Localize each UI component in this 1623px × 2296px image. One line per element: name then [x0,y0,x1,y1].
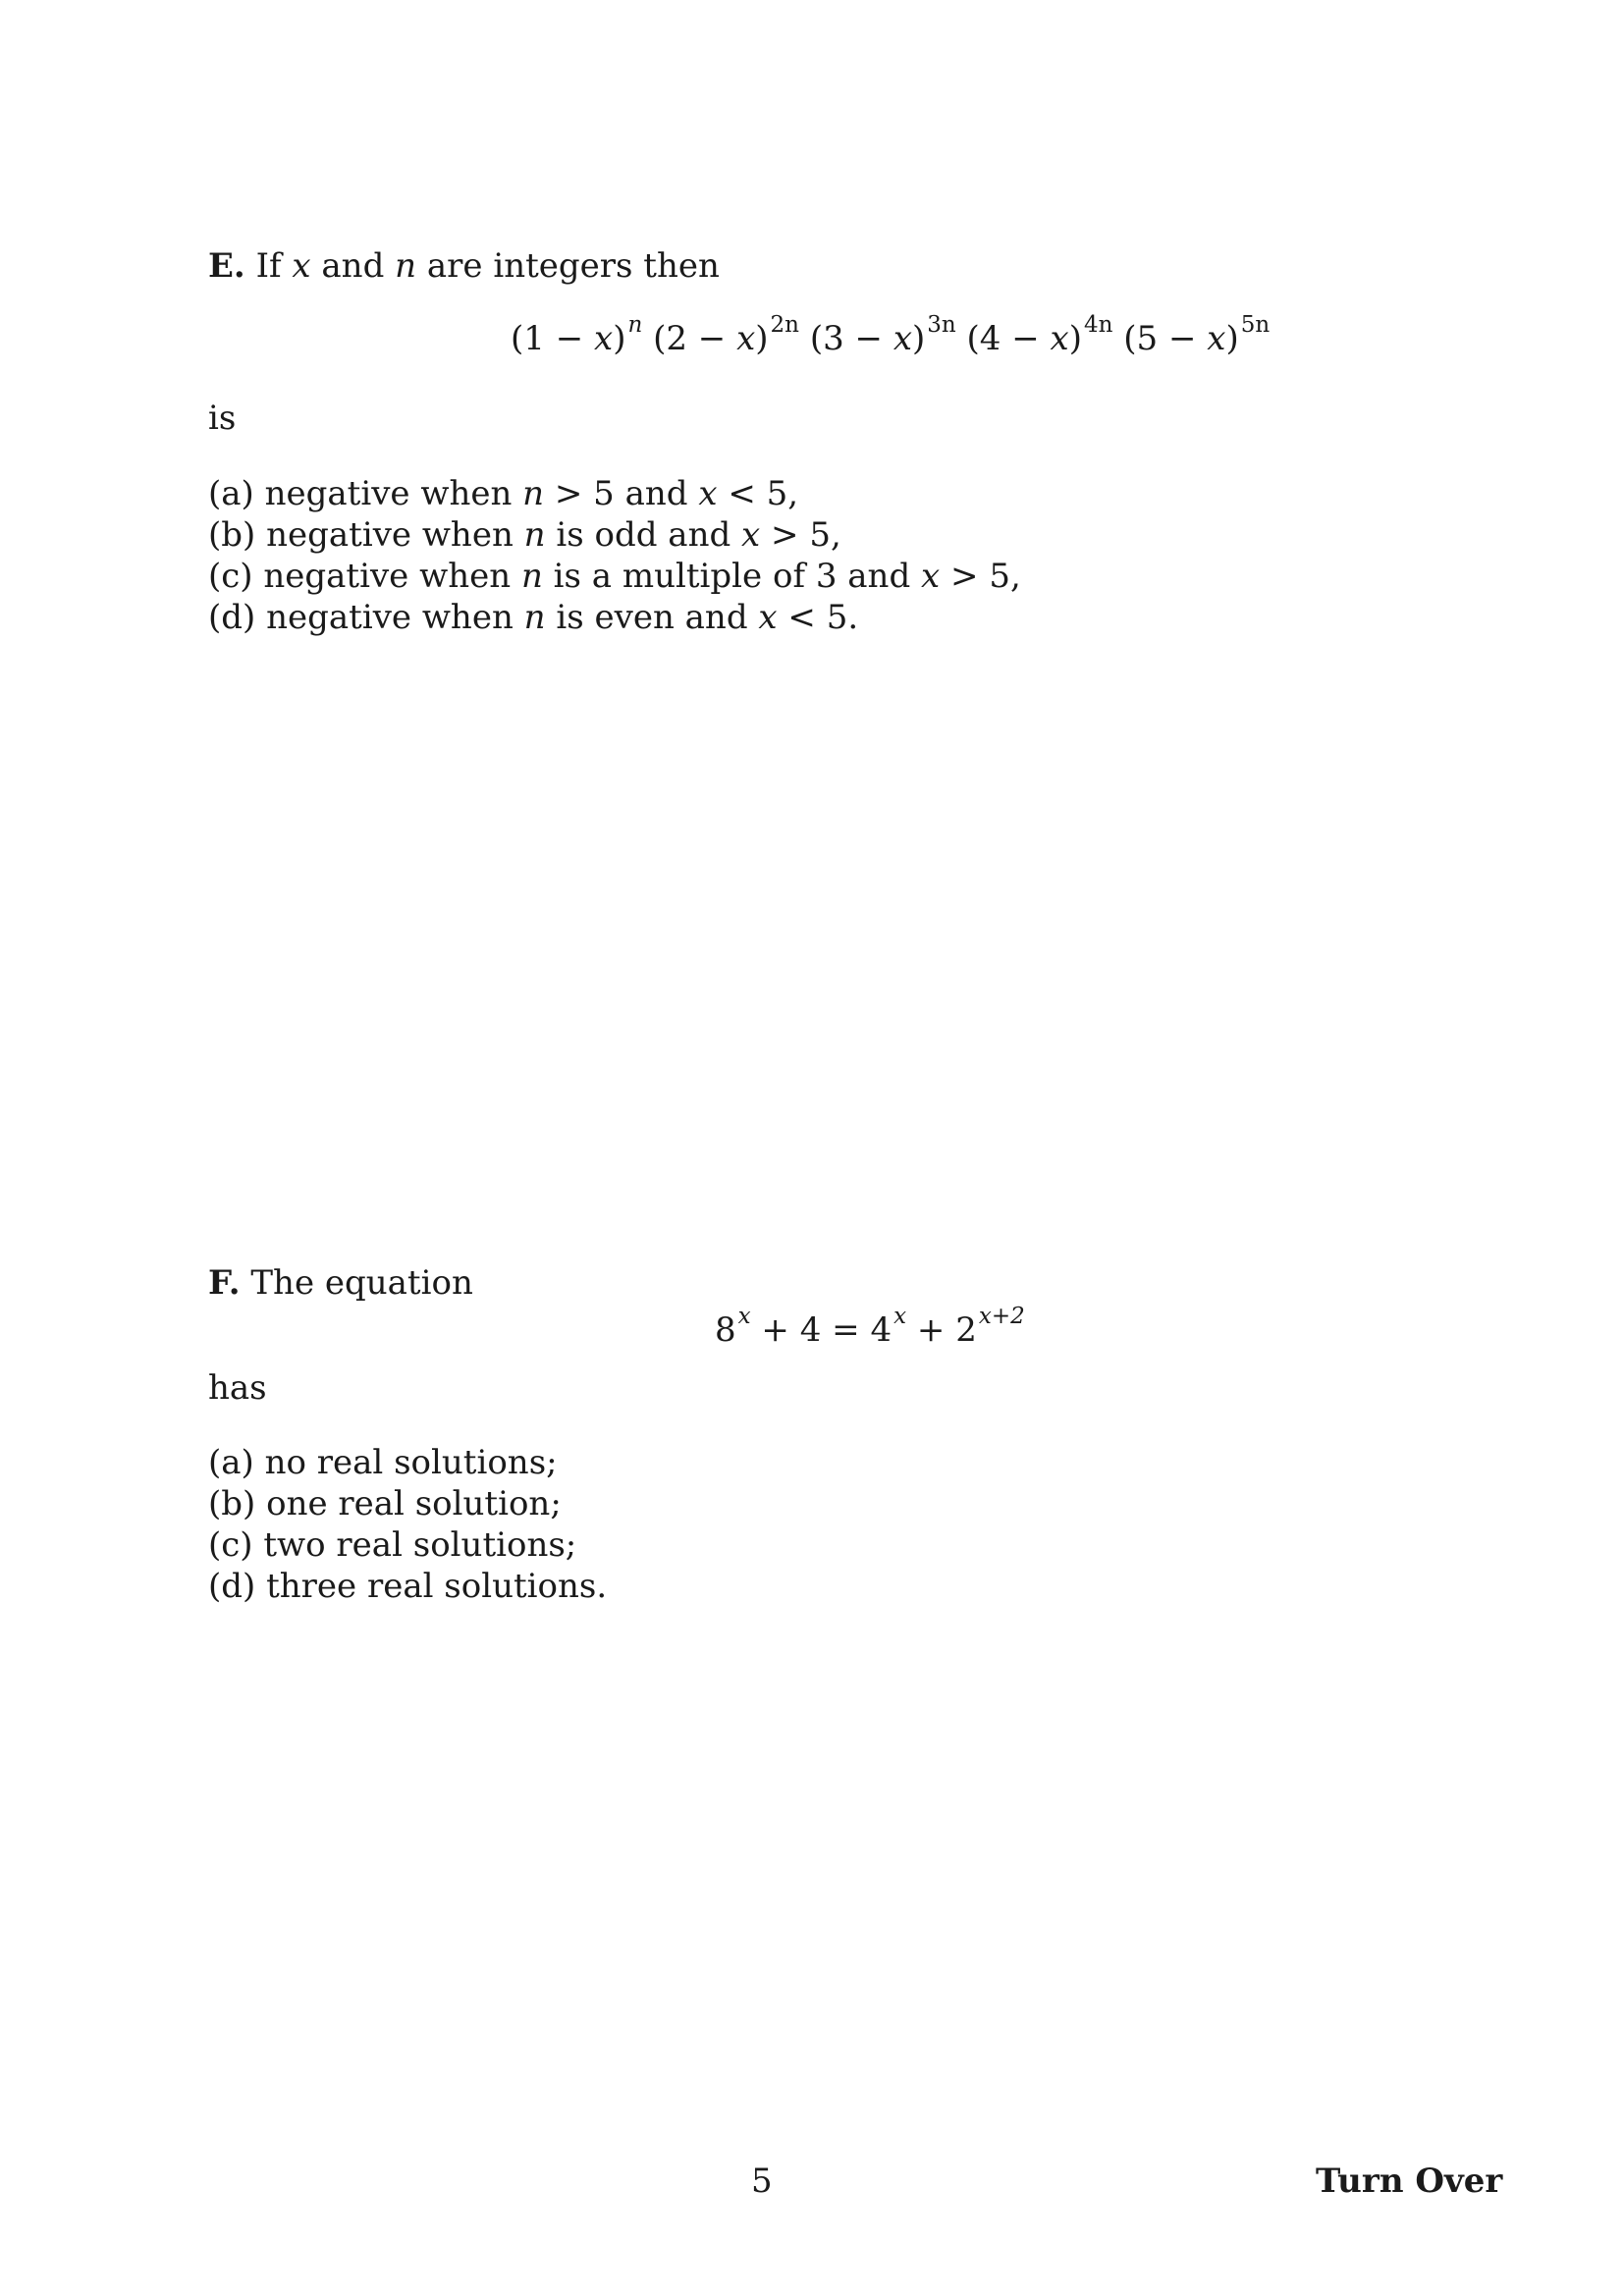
option-var: x [758,598,778,637]
factor-4-open: (4 − [966,319,1051,358]
factor-2-close: ) [755,319,769,358]
option-var: x [698,474,718,513]
option-text: > 5, [760,515,841,555]
option-e-d [208,597,1021,638]
option-e-a [208,473,1021,514]
factor-3-var: x [893,319,912,358]
page-number: 5 [751,2162,773,2201]
option-f-a: (a) no real solutions; [208,1443,558,1482]
term-2-base: 4 [870,1310,893,1350]
factor-3-close: ) [912,319,926,358]
factor-5-open: (5 − [1123,319,1208,358]
question-e-intro-tail: are integers then [426,246,720,286]
option-text: < 5. [777,598,859,637]
option-text: > 5 and [544,474,699,513]
factor-3-exponent: 3n [927,312,956,338]
factor-3-open: (3 − [809,319,893,358]
question-f-intro-text: The equation [250,1263,473,1303]
factor-1-exponent: n [627,312,643,338]
option-text: is a multiple of 3 and [542,557,922,596]
factor-5-exponent: 5n [1240,312,1271,338]
question-f-after-word: has [208,1368,267,1408]
option-var: n [520,557,543,596]
term-2-exponent: x [893,1304,907,1329]
option-e-c [208,556,1021,597]
factor-5-var: x [1207,319,1226,358]
option-f-b: (b) one real solution; [208,1484,562,1523]
term-1-exponent: x [737,1304,751,1329]
question-e-after-word: is [208,399,237,438]
factor-4-close: ) [1068,319,1082,358]
option-var: x [741,515,761,555]
equation-plus: + [906,1310,956,1350]
question-e-intro-word: If [255,246,282,286]
factor-4-exponent: 4n [1083,312,1113,338]
option-text: (c) negative when [208,557,521,596]
question-f-label: F. [208,1263,241,1303]
question-e-expression [511,312,1271,358]
question-f-equation [715,1304,1025,1350]
factor-2-var: x [736,319,756,358]
factor-1-open: (1 − [511,319,594,358]
term-3-exponent: x+2 [978,1304,1025,1329]
option-var: n [522,474,545,513]
option-text: > 5, [940,557,1021,596]
option-text: < 5, [717,474,799,513]
option-e-b [208,514,1021,556]
term-3-base: 2 [955,1310,977,1350]
option-var: x [921,557,941,596]
factor-2-exponent: 2n [770,312,799,338]
factor-1-var: x [594,319,614,358]
option-var: n [523,598,546,637]
option-f-d: (d) three real solutions. [208,1567,608,1606]
option-text: (b) negative when [208,515,524,555]
and-word: and [321,246,385,286]
variable-x: x [292,246,311,286]
option-f-c: (c) two real solutions; [208,1525,577,1565]
question-f-options [208,1442,607,1607]
question-e-label: E. [208,246,245,286]
option-text: (d) negative when [208,598,524,637]
question-e-intro [208,245,720,287]
factor-5-close: ) [1225,319,1239,358]
question-f-intro [208,1262,473,1304]
option-text: is even and [545,598,759,637]
question-e-options [208,473,1021,638]
option-text: (a) negative when [208,474,523,513]
option-text: is odd and [545,515,742,555]
factor-4-var: x [1050,319,1069,358]
term-1-base: 8 [715,1310,736,1350]
factor-2-open: (2 − [653,319,737,358]
variable-n: n [395,246,417,286]
factor-1-close: ) [613,319,626,358]
turn-over-label: Turn Over [1316,2162,1503,2201]
option-var: n [523,515,546,555]
equation-middle: + 4 = [750,1310,871,1350]
